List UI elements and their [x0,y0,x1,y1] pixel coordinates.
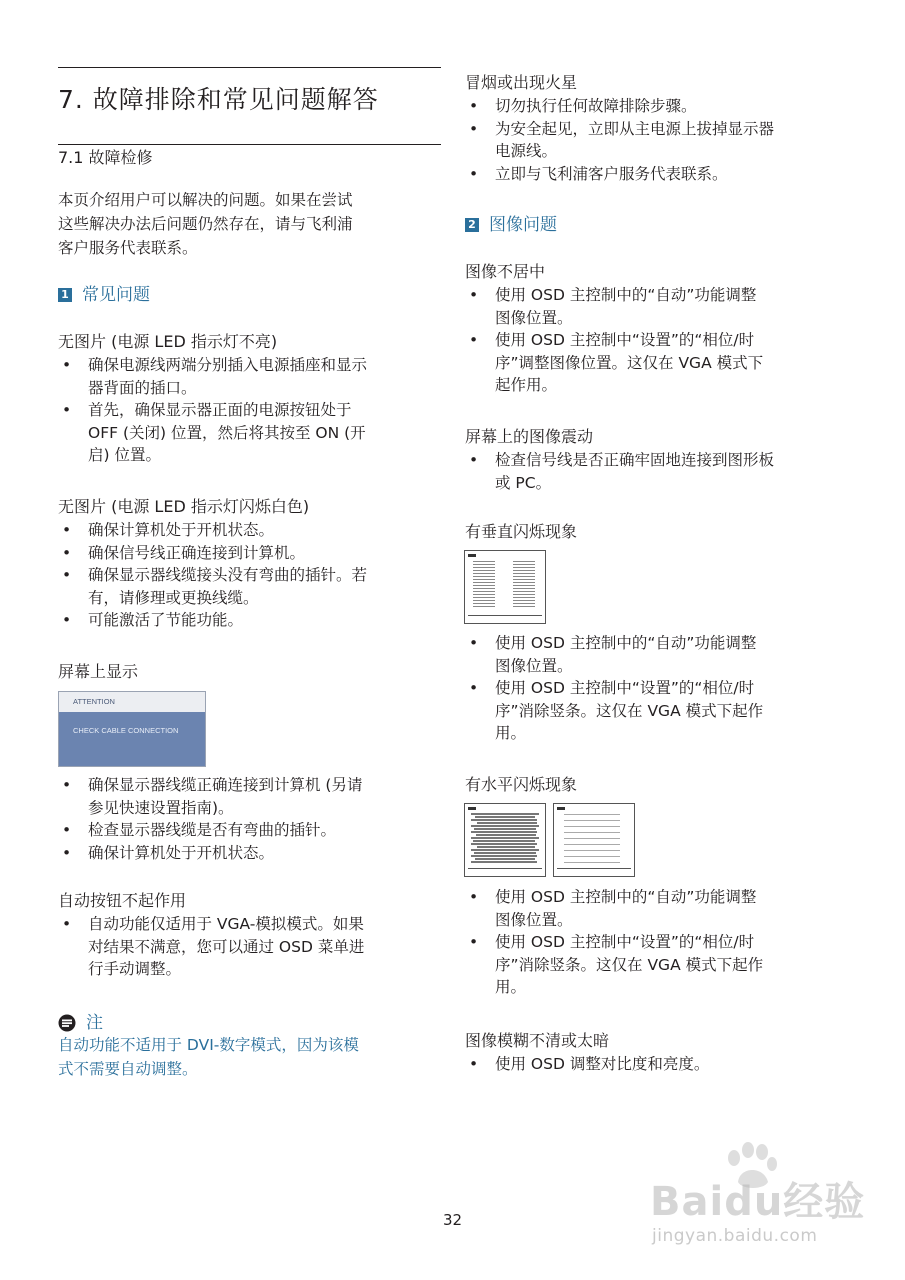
osd-attention-box [58,691,206,767]
osd-header-text: ATTENTION [59,692,205,712]
vertical-flicker-list [465,632,848,745]
watermark-main-text: Baidu经验 [650,1179,866,1225]
list-item: • 确保计算机处于开机状态。 [58,519,441,542]
vertical-flicker-heading: 有垂直闪烁现象 [465,522,578,541]
note-icon [58,1014,76,1032]
list-item: • 确保电源线两端分别插入电源插座和显示 器背面的插口。 [58,354,441,399]
list-item: • 切勿执行任何故障排除步骤。 [465,95,848,118]
intro-line: 客户服务代表联系。 [58,239,198,257]
horizontal-flicker-thumbnail-before [464,803,546,877]
list-item: • 使用 OSD 主控制中的“自动”功能调整 图像位置。 [465,284,848,329]
list-item: • 检查显示器线缆是否有弯曲的插针。 [58,819,441,842]
image-problems-title: 图像问题 [489,215,557,235]
note-text: 自动功能不适用于 DVI-数字模式，因为该模 式不需要自动调整。 [58,1036,359,1078]
note-label [58,1012,103,1034]
vibrates-list [465,449,848,494]
horizontal-flicker-list [465,886,848,999]
list-item: • 使用 OSD 主控制中的“自动”功能调整 图像位置。 [465,886,848,931]
image-problems-heading [465,214,557,236]
list-item: • 使用 OSD 主控制中“设置”的“相位/时 序”消除竖条。这仅在 VGA 模式下起作 用。 [465,931,848,999]
auto-button-heading: 自动按钮不起作用 [58,891,187,910]
horizontal-flicker-thumbnail-after [553,803,635,877]
list-item: • 可能激活了节能功能。 [58,609,441,632]
list-item: • 使用 OSD 主控制中的“自动”功能调整 图像位置。 [465,632,848,677]
horizontal-flicker-heading: 有水平闪烁现象 [465,775,578,794]
not-centered-list [465,284,848,397]
no-picture-led-white-list [58,519,441,632]
auto-button-list [58,913,441,981]
baidu-watermark [640,1140,870,1260]
chapter-title: 7. 故障排除和常见问题解答 [58,85,379,114]
intro-paragraph [58,188,441,260]
no-picture-led-off-heading: 无图片 (电源 LED 指示灯不亮) [58,332,278,351]
no-picture-led-off-list [58,354,441,467]
list-item: • 自动功能仅适用于 VGA-模拟模式。如果 对结果不满意，您可以通过 OSD 菜单进 行手动调整。 [58,913,441,981]
vibrates-heading: 屏幕上的图像震动 [465,427,594,446]
section-title: 7.1 故障检修 [58,148,153,167]
intro-line: 本页介绍用户可以解决的问题。如果在尝试 [58,191,353,209]
top-rule [58,67,441,68]
chapter-rule [58,144,441,145]
vertical-flicker-thumbnail [464,550,546,624]
list-item: • 使用 OSD 调整对比度和亮度。 [465,1053,848,1076]
common-problems-heading [58,284,150,306]
list-item: • 确保计算机处于开机状态。 [58,842,441,865]
list-item: • 检查信号线是否正确牢固地连接到图形板 或 PC。 [465,449,848,494]
not-centered-heading: 图像不居中 [465,262,546,281]
onscreen-heading: 屏幕上显示 [58,662,139,681]
list-item: • 使用 OSD 主控制中“设置”的“相位/时 序”消除竖条。这仅在 VGA 模式下起作 用。 [465,677,848,745]
section-number-badge: 2 [465,218,479,232]
intro-line: 这些解决办法后问题仍然存在，请与飞利浦 [58,215,353,233]
no-picture-led-white-heading: 无图片 (电源 LED 指示灯闪烁白色) [58,497,310,516]
osd-message-text: CHECK CABLE CONNECTION [73,726,179,735]
list-item: • 确保显示器线缆正确连接到计算机 (另请 参见快速设置指南)。 [58,774,441,819]
list-item: • 立即与飞利浦客户服务代表联系。 [465,163,848,186]
smoke-heading: 冒烟或出现火星 [465,73,578,92]
list-item: • 确保信号线正确连接到计算机。 [58,542,441,565]
onscreen-list [58,774,441,864]
blurry-list [465,1053,848,1076]
smoke-list [465,95,848,185]
note-title: 注 [86,1013,103,1033]
list-item: • 首先，确保显示器正面的电源按钮处于 OFF (关闭) 位置，然后将其按至 ON (开 启) 位置。 [58,399,441,467]
list-item: • 确保显示器线缆接头没有弯曲的插针。若 有，请修理或更换线缆。 [58,564,441,609]
list-item: • 为安全起见，立即从主电源上拔掉显示器 电源线。 [465,118,848,163]
blurry-heading: 图像模糊不清或太暗 [465,1031,610,1050]
list-item: • 使用 OSD 主控制中“设置”的“相位/时 序”调整图像位置。这仅在 VGA 模式下 起作用。 [465,329,848,397]
page-number: 32 [442,1211,463,1229]
common-problems-title: 常见问题 [82,285,150,305]
watermark-url-text: jingyan.baidu.com [652,1226,818,1246]
section-number-badge: 1 [58,288,72,302]
